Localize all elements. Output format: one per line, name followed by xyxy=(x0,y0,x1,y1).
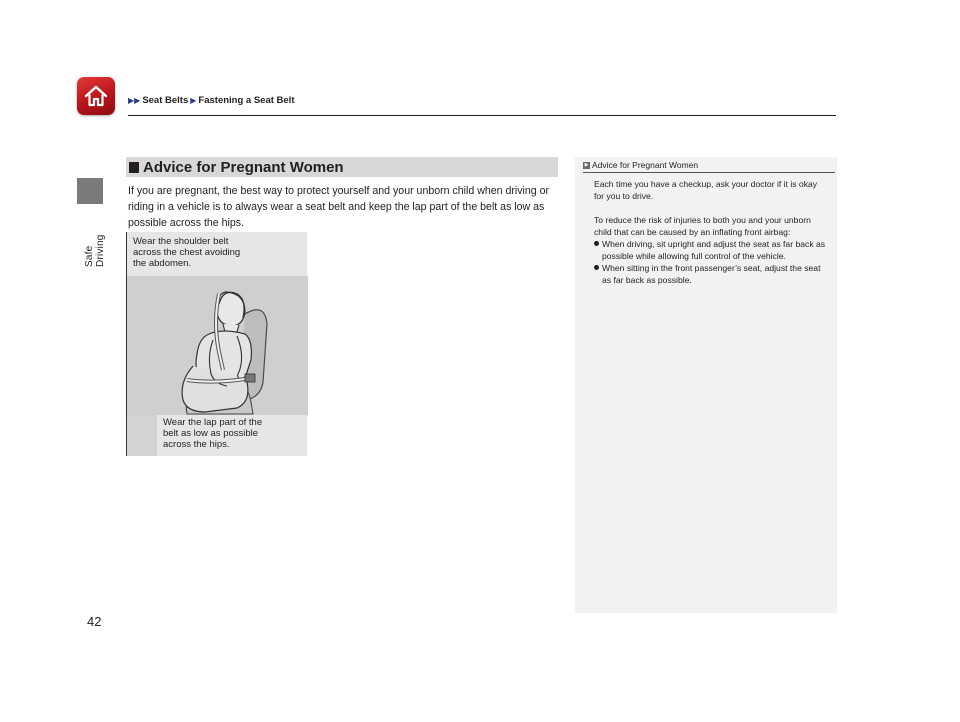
section-header xyxy=(126,157,558,177)
breadcrumb-arrow-icon: ▶▶ xyxy=(128,96,141,105)
section-square-icon xyxy=(129,162,139,173)
chapter-label: Safe Driving xyxy=(84,234,106,267)
list-item: When driving, sit upright and adjust the seat as far back as possible while allowing full control of the vehicle. xyxy=(594,238,829,262)
side-panel-body xyxy=(575,173,837,286)
side-panel-paragraph: Each time you have a checkup, ask your doctor if it is okay for you to drive. xyxy=(594,179,818,201)
callout-bottom-line: belt as low as possible xyxy=(163,428,259,439)
home-button[interactable] xyxy=(77,77,115,115)
pregnant-seat-belt-figure xyxy=(126,232,307,456)
section-title: Advice for Pregnant Women xyxy=(143,158,344,176)
callout-top-line: the abdomen. xyxy=(133,258,192,269)
side-panel-paragraph: To reduce the risk of injuries to both you and your unborn child that can be caused by an inflating front airbag: xyxy=(594,215,811,237)
breadcrumb-arrow-icon: ▶ xyxy=(190,96,197,105)
callout-top-line: Wear the shoulder belt xyxy=(133,236,229,247)
list-item: When sitting in the front passenger’s seat, adjust the seat as far back as possible. xyxy=(594,262,829,286)
home-icon xyxy=(83,83,109,109)
callout-bottom-line: across the hips. xyxy=(163,439,230,450)
breadcrumb-item-seat-belts[interactable]: Seat Belts xyxy=(142,95,189,106)
page-number: 42 xyxy=(87,614,102,629)
shoulder-belt-callout xyxy=(127,232,307,276)
callout-top-line: across the chest avoiding xyxy=(133,247,241,258)
chapter-tab[interactable] xyxy=(77,178,103,204)
callout-bottom-line: Wear the lap part of the xyxy=(163,417,263,428)
side-panel-bullet-list xyxy=(594,238,829,286)
header-divider xyxy=(128,115,836,116)
section-body-text: If you are pregnant, the best way to protect yourself and your unborn child when driving or riding in a vehicle is to always wear a seat belt and keep the lap part of the belt as low as possible across the hips. xyxy=(128,185,550,229)
breadcrumb xyxy=(128,95,295,106)
note-icon: ▶ xyxy=(584,161,589,168)
side-note-panel xyxy=(575,157,837,613)
lap-belt-callout xyxy=(157,415,307,456)
side-panel-title: Advice for Pregnant Women xyxy=(592,160,699,170)
side-panel-header xyxy=(583,159,837,171)
breadcrumb-item-fastening[interactable]: Fastening a Seat Belt xyxy=(198,95,295,106)
